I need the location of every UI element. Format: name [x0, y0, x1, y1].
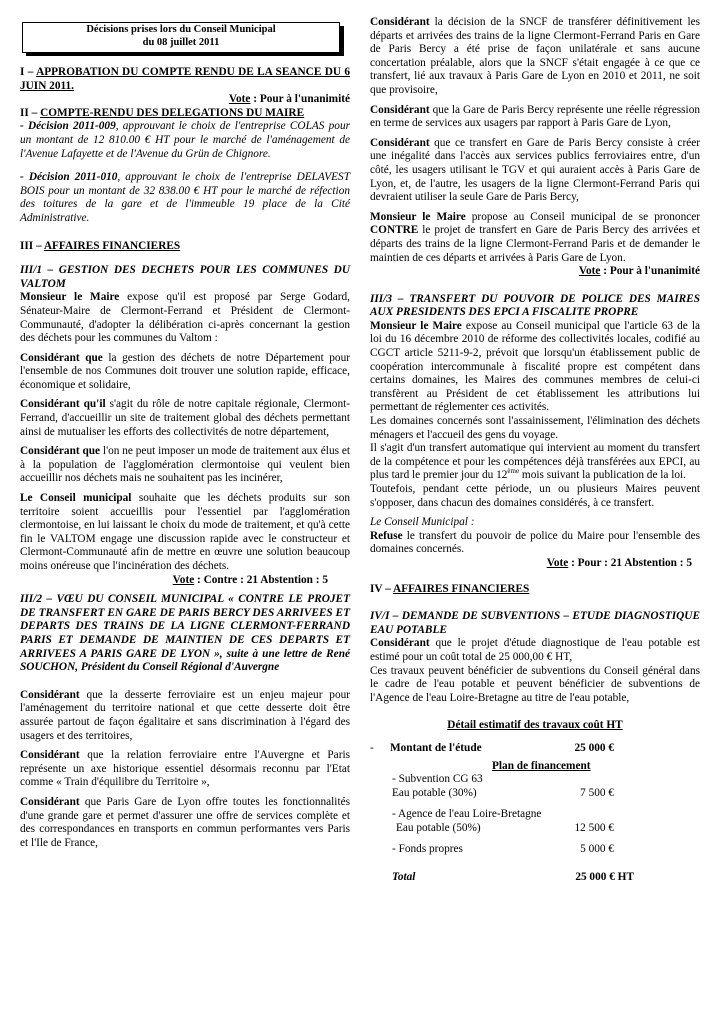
table-row [370, 773, 700, 800]
bold-lead: Refuse [370, 529, 403, 542]
total-value: 25 000 € HT [575, 871, 634, 884]
row-dash: - [370, 741, 374, 754]
bold-lead: Considérant qu'il [20, 398, 106, 411]
label-line: Eau potable (50%) [396, 821, 481, 834]
paragraph [370, 16, 700, 98]
paragraph [20, 291, 350, 345]
left-column [20, 0, 350, 850]
paragraph [20, 398, 350, 439]
fonds-label: - Fonds propres [392, 843, 463, 856]
vote-label: Vote [228, 93, 251, 106]
agence-value: 12 500 € [574, 821, 614, 834]
paragraph [370, 530, 700, 557]
paragraph-text: expose au Conseil municipal que l'article 63 de la loi du 16 décembre 2010 de réforme des collectivités locales, codifié au CGCT article 5211-9-2, prévoit que lorsqu'un établissement public de coopération intercommunale à fiscalité propre est compétent dans certains domaines, les Maires des communes membres de celui-ci transfèrent au Président de cet établissement les attributions lui permettant de réglementer ces activités. [370, 319, 701, 414]
table-row [370, 843, 700, 857]
subsection-III-1-title: III/1 – GESTION DES DECHETS POUR LES COMMUNES DU VALTOM [20, 264, 350, 290]
label-line: - Agence de l'eau Loire-Bretagne [392, 808, 542, 821]
paragraph: Ces travaux peuvent bénéficier de subventions du Conseil général dans le cadre de l'eau potable et peuvent bénéficier de subventions de l'Agence de l'eau Loire-Bretagne au titre de l'eau potable, [370, 664, 700, 704]
paragraph [20, 689, 350, 743]
vote-value: : Pour : 21 Abstention : 5 [568, 556, 692, 569]
total-label: Total [392, 871, 416, 884]
paragraph [370, 637, 700, 664]
decision-2011-010 [20, 171, 350, 225]
decision-text: , approuvant le choix de l'entreprise DELAVEST BOIS pour un montant de 32 838.00 € HT pour le marché de réfection des toitures de la gare et de l'immeuble 19 place de la Cité Administrative. [20, 171, 350, 224]
decision-number: - Décision 2011-009 [20, 120, 116, 133]
vote-label: Vote [172, 573, 195, 586]
paragraph-text: Il s'agit d'un transfert automatique qui intervient au moment du transfert de la compétence et pour les compétences déjà transférées aux EPCI, au plus tard le premier jour du 12 [370, 442, 700, 482]
paragraph [370, 137, 700, 205]
subvention-cg-value: 7 500 € [580, 786, 614, 799]
bold-lead: Monsieur le Maire [20, 291, 120, 304]
section-1-heading [20, 66, 350, 93]
table-row [370, 742, 700, 756]
bold-lead: Monsieur le Maire [370, 210, 466, 223]
section-2-title: COMPTE-RENDU DES DELEGATIONS DU MAIRE [40, 106, 305, 119]
header-line1: Décisions prises lors du Conseil Municipal [86, 24, 276, 35]
subsection-III-2-title: III/2 – VŒU DU CONSEIL MUNICIPAL « CONTRE LE PROJET DE TRANSFERT EN GARE DE PARIS BERCY DES ARRIVEES ET DEPARTS DES TRAINS DE LA LIGNE CLERMONT-FERRAND PARIS ET DEMANDE DE MAINTIEN DE CES DEPARTS ET ARRIVEES A PARIS GARE DE LYON », suite à une lettre de René SOUCHON, Président du Conseil Régional d'Auvergne [20, 593, 350, 674]
paragraph [20, 492, 350, 574]
paragraph [20, 445, 350, 486]
section-2-heading [20, 107, 350, 121]
montant-value: 25 000 € [574, 741, 614, 754]
superscript: ème [507, 467, 520, 476]
table-row [370, 857, 700, 871]
bold-lead: Considérant [20, 688, 80, 701]
table-row [370, 871, 700, 885]
section-4-number: IV – [370, 582, 394, 595]
section-4-heading [370, 583, 700, 597]
paragraph-text: que la relation ferroviaire entre l'Auvergne et Paris représente un axe historique essentiel désormais reconnu par l'Etat comme « Train d'équilibre du Territoire », [20, 749, 350, 789]
header-title [22, 22, 340, 53]
paragraph-text: que ce transfert en Gare de Paris Bercy consiste à créer une inégalité dans l'accès aux services publics ferroviaires entre, d'un côté, les usagers utilisant le TGV et qui auraient accès à Paris Gare de Lyon, et, de l'autre, les usagers de la ligne Clermont-Ferrand Paris qui devraient utiliser la seule Gare de Paris Bercy, [370, 136, 700, 204]
subsection-III-2-vote [370, 265, 700, 279]
paragraph [370, 320, 700, 415]
bold-lead: Considérant [370, 103, 430, 116]
section-3-heading [20, 240, 350, 254]
table-row [370, 800, 700, 808]
paragraph: Les domaines concernés sont l'assainissement, l'élimination des déchets ménagers et l'accueil des gens du voyage. [370, 415, 700, 441]
cost-table [370, 742, 700, 885]
vote-value: : Pour à l'unanimité [600, 265, 700, 278]
vote-label: Vote [578, 265, 601, 278]
agence-label [390, 808, 560, 835]
paragraph-text: l'on ne peut imposer un mode de traitement aux élus et à la population de l'agglomération clermontoise qui veulent bien accueillir nos déchets mais ne souhaitent pas les incinérer, [20, 445, 350, 485]
paragraph-text: expose qu'il est proposé par Serge Godard, Sénateur-Maire de Clermont-Ferrand et Président de Clermont-Communauté, d'adopter la délibération ci-après concernant la gestion des déchets pour les communes du Valtom : [20, 291, 350, 345]
paragraph-text: propose au Conseil municipal de se prononcer [465, 210, 701, 223]
paragraph [20, 749, 350, 790]
table-title: Détail estimatif des travaux coût HT [447, 719, 623, 732]
paragraph-text: que la Gare de Paris Bercy représente une réelle régression en terme de services aux usagers par rapport à Paris Gare de Lyon, [370, 103, 700, 130]
subvention-cg-label [390, 773, 560, 800]
bold-lead: Considérant [370, 16, 430, 28]
paragraph-text: le projet de transfert en Gare de Paris Bercy des arrivées et départs des trains de la ligne Clermont-Ferrand Paris et de demander le maintien de ces départs et arrivées à Paris Gare de Lyon. [370, 224, 700, 264]
vote-label: Vote [546, 556, 569, 569]
paragraph-text: la gestion des déchets de notre Département pour l'ensemble de nos Communes doit trouver une solution rapide, efficace, économique et solidaire, [20, 351, 350, 391]
label-line: - Subvention CG 63 [392, 773, 483, 786]
paragraph [370, 442, 700, 483]
section-1-number: I – [20, 66, 37, 78]
subsection-IV-1-title: IV/I – DEMANDE DE SUBVENTIONS – ETUDE DIAGNOSTIQUE EAU POTABLE [370, 610, 700, 636]
section-3-title: AFFAIRES FINANCIERES [43, 239, 181, 252]
bold-lead: Considérant [370, 136, 430, 149]
paragraph-text: que la desserte ferroviaire est un enjeu majeur pour l'aménagement du territoire national et que cette desserte doit être assurée partout de façon égalitaire et sans discrimination à l'égard des usagers et des territoires, [20, 688, 350, 742]
right-column [370, 16, 700, 885]
bold-lead: Considérant que [20, 445, 101, 458]
bold-word: CONTRE [370, 224, 419, 237]
paragraph-text: le transfert du pouvoir de police du Maire pour l'ensemble des domaines concernés. [370, 529, 700, 556]
paragraph-text: s'agit du rôle de notre capitale régionale, Clermont-Ferrand, d'accueillir un site de traitement global des déchets permettant ainsi de mutualiser les efforts des collectivités de notre département, [20, 398, 351, 438]
bold-lead: Considérant que [20, 351, 103, 364]
subsection-III-3-title: III/3 – TRANSFERT DU POUVOIR DE POLICE DES MAIRES AUX PRESIDENTS DES EPCI A FISCALITE PROPRE [370, 292, 700, 319]
table-row [370, 808, 700, 835]
paragraph-text: la décision de la SNCF de transférer définitivement les départs et arrivées des trains de la ligne Clermont-Ferrand Paris en Gare de Paris Bercy a été prise de façon unilatérale et sans aucune concertation préalable, alors que la SNCF s'était engagée à ce que ce transfert, lié aux travaux à Paris Gare de Lyon en 2010 et 2011, ne soit que provisoire, [370, 16, 700, 96]
paragraph [370, 104, 700, 131]
plan-title: Plan de financement [492, 759, 591, 772]
subsection-III-1-vote [20, 574, 350, 588]
paragraph: Toutefois, pendant cette période, un ou plusieurs Maires peuvent s'opposer, dans chacun des domaines considérés, à ce transfert. [370, 483, 700, 509]
paragraph [370, 211, 700, 265]
paragraph-text: que le projet d'étude diagnostique de l'eau potable est estimé pour un coût total de 25 000,00 € HT, [370, 637, 700, 663]
paragraph [20, 796, 350, 850]
subsection-III-3-vote [370, 557, 700, 571]
paragraph-text: que Paris Gare de Lyon offre toutes les fonctionnalités d'une grande gare et permet d'assurer une offre de services complète et des correspondances en transports en commun performantes vers Paris et l'Ile de France, [20, 795, 350, 849]
bold-lead: Monsieur le Maire [370, 319, 462, 332]
paragraph-text: souhaite que les déchets produits sur son territoire soient accueillis pour l'essentiel par l'agglomération clermontoise, en lui laissant le choix du mode de traitement, et qu'à cette fin le VALTOM engage une discussion rapide avec le constructeur et Clermont-Communauté afin de mettre en œuvre une solution beaucoup moins onéreuse que l'incinération des déchets. [20, 492, 351, 572]
paragraph-text: mois suivant la publication de la loi. [519, 469, 687, 482]
council-label: Le Conseil Municipal : [370, 516, 475, 529]
section-1-title: APPROBATION DU COMPTE RENDU DE LA SEANCE DU 6 JUIN 2011. [20, 66, 350, 92]
label-line: Eau potable (30%) [392, 786, 477, 799]
bold-lead: Considérant [20, 795, 80, 808]
section-3-number: III – [20, 239, 44, 252]
bold-lead: Considérant [20, 749, 80, 762]
header-box [22, 22, 340, 52]
table-row [370, 835, 700, 843]
decision-number: - Décision 2011-010 [20, 171, 118, 184]
bold-lead: Le Conseil municipal [20, 492, 132, 505]
montant-label: Montant de l'étude [390, 741, 482, 754]
fonds-value: 5 000 € [580, 843, 614, 856]
decision-text: , approuvant le choix de l'entreprise COLAS pour un montant de 12 810.00 € HT pour le marché de l'aménagement de l'Avenue Lafayette et de l'Avenue du Grün de Chignore. [20, 120, 350, 160]
decision-2011-009 [20, 120, 350, 161]
vote-value: : Contre : 21 Abstention : 5 [194, 573, 328, 586]
paragraph [20, 352, 350, 393]
table-row [370, 760, 700, 774]
header-line2: du 08 juillet 2011 [142, 36, 220, 48]
section-2-number: II – [20, 106, 41, 119]
vote-value: : Pour à l'unanimité [250, 93, 350, 106]
section-4-title: AFFAIRES FINANCIERES [393, 582, 530, 595]
section-1-vote [20, 93, 350, 107]
bold-lead: Considérant [370, 637, 430, 650]
